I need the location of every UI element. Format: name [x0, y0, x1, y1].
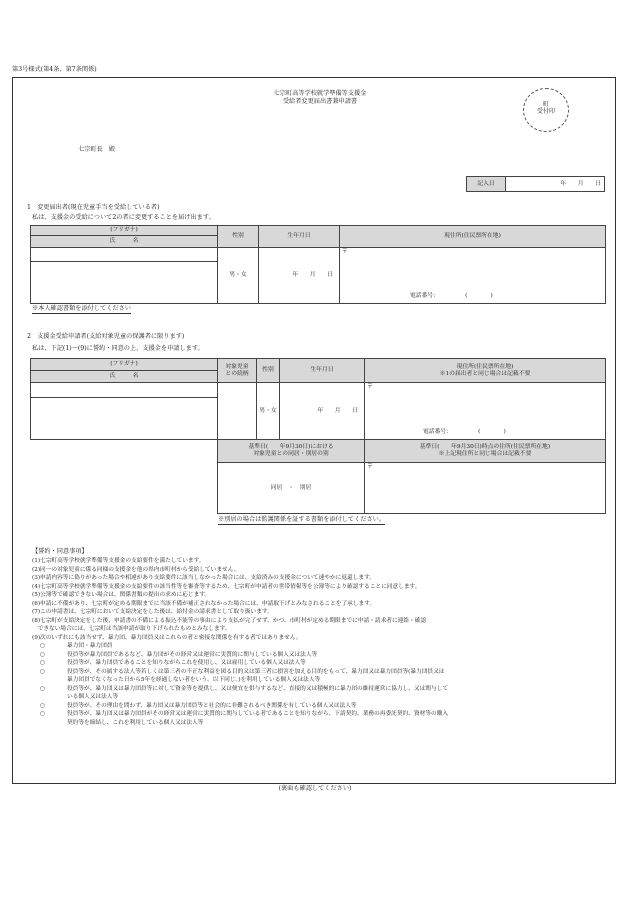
s2-sex-field[interactable]: 男・女 — [257, 383, 280, 440]
s2-dob-field[interactable]: 年 月 日 — [280, 383, 365, 440]
stamp-label-reception: 受付印 — [536, 108, 555, 115]
s2-name-field[interactable] — [31, 397, 218, 439]
s2-base-date-header: 基準日( 年9月30日)における 対象児童との同居・別居の別 — [218, 440, 365, 463]
s1-phone-label: 電話番号： ( ) — [410, 293, 493, 299]
bullet-icon: ○ — [40, 651, 45, 658]
s2-phone-label: 電話番号： ( ) — [423, 429, 506, 436]
form-title — [220, 90, 420, 106]
section1-intro: 私は、支援金の受給について2の者に変更することを届け出ます。 — [32, 214, 215, 221]
section1-heading: 1 変更届出者(現在児童手当を受給している者) — [27, 204, 160, 211]
s1-name-field[interactable] — [31, 262, 218, 304]
section2-note: ※別居の場合は監護関係を証する書類を添付してください。 — [218, 516, 386, 523]
entry-date-field[interactable]: 年 月 日 — [506, 177, 605, 192]
s2-postal-mark: 〒 — [367, 384, 373, 391]
s1-sex-header: 性別 — [218, 226, 259, 248]
form-number: 第3号様式(第4条、第7条関係) — [12, 66, 97, 73]
s2-address-header: 現住所(住民票所在地) ※1の届出者と同じ場合は記載不要 — [365, 359, 606, 383]
s2-address-field[interactable] — [365, 383, 606, 440]
pledge-line: (6)申請に不備があり、七宗町が定める期限までに当該不備が補正されなかった場合には、申請取下げとみなされることを了承します。 — [32, 600, 376, 607]
s1-address-header: 現住所(住民票所在地) — [340, 226, 606, 248]
s2-furigana-header: (フリガナ) — [31, 359, 218, 371]
pledge-line: (5)公簿等で確認できない場合は、関係書類の提出の求めに応じます。 — [32, 592, 211, 598]
addressee: 七宗町長 殿 — [78, 146, 116, 153]
section2-heading: 2 支援金受給申請者(支給対象児童の保護者に限ります) — [27, 333, 185, 340]
s2-furigana-field[interactable] — [31, 383, 218, 398]
s1-postal-mark: 〒 — [342, 249, 348, 255]
pledge-item: いる個人又は法人等 — [67, 694, 119, 700]
s1-address-field[interactable] — [340, 248, 606, 304]
pledge-item: 役員等が、その理由を問わず、暴力団又は暴力団員等と社会的に非難されるべき関係を有している個人又は法人等 — [67, 702, 357, 709]
pledge-line: (9)次のいずれにも該当せず、暴力団、暴力団員又はこれらの者と密接な関係を有する者ではありません。 — [32, 634, 302, 641]
pledge-heading: 【誓約・同意事項】 — [32, 548, 88, 555]
s1-sex-field[interactable]: 男・女 — [218, 248, 259, 304]
section2-intro: 私は、下記(1)～(9)に誓約・同意の上、支援金を申請します。 — [32, 345, 204, 352]
pledge-item: 役員等が、暴力団又は暴力団員等に対して資金等を提供し、又は便宜を供与するなど、直接的又は積極的に暴力団の維持運営に協力し、又は関与して — [67, 685, 449, 692]
s2-relation-header: 対象児童 との続柄 — [218, 359, 257, 383]
section1-table — [30, 225, 606, 304]
bullet-icon: ○ — [40, 685, 45, 692]
pledge-line: できない場合には、七宗町は当該申請が取り下げられたものとみなします。 — [32, 626, 231, 632]
s2-blank-cell — [31, 440, 218, 514]
bullet-icon: ○ — [40, 643, 45, 649]
pledge-item: 契約等を締結し、これを利用している個人又は法人等 — [67, 719, 204, 726]
entry-date-label: 記入日 — [467, 177, 506, 192]
stamp-label-town: 町 — [542, 101, 549, 108]
pledge-item: 暴力団・暴力団員 — [67, 643, 113, 649]
s2-name-header: 氏 名 — [31, 370, 218, 383]
bullet-icon: ○ — [40, 660, 45, 666]
pledge-line: (2)同一の対象児童に係る同様の支援金を他の県内市町村から受給していません。 — [32, 566, 240, 573]
s1-furigana-field[interactable] — [31, 248, 218, 262]
title-line-2: 受給者変更届出書兼申請書 — [282, 98, 358, 105]
s2-relation-field[interactable] — [218, 383, 257, 440]
s2-dob-header: 生年月日 — [280, 359, 365, 383]
pledge-item: 暴力団員でなくなった日から5年を経過しない者をいう。以下同じ。)を利用している個人又は法人等 — [67, 677, 321, 683]
pledge-line: (4)七宗町高等学校就学準備等支援金の支給要件の該当性等を審査等するため、七宗町が申請者の世帯情報等を公簿等により確認することに同意します。 — [32, 583, 421, 590]
pledge-line: (7)この申請書は、七宗町において支給決定をした後は、給付金の請求書として取り扱います。 — [32, 609, 273, 615]
s1-dob-header: 生年月日 — [259, 226, 340, 248]
title-line-1: 七宗町高等学校就学準備等支援金 — [273, 90, 367, 97]
bullet-icon: ○ — [40, 702, 45, 709]
pledge-line: (3)申請内容等に偽りがあった場合や相違があり支給要件に該当しなかった場合には、支給済みの支援金について速やかに返還します。 — [32, 575, 375, 581]
pledge-item: 役員等が、その属する法人等若しくは第三者の不正な利益を図る目的又は第三者に損害を加える目的をもって、暴力団又は暴力団員等(暴力団員又は — [67, 668, 445, 675]
pledge-item: 役員等が暴力団員であるなど、暴力団がその経営又は運営に実質的に関与している個人又は法人等 — [67, 651, 318, 658]
entry-date-table — [466, 176, 605, 192]
s2-cohabitation-field[interactable]: 同居 ・ 別居 — [218, 463, 365, 514]
pledge-line: (1)七宗町高等学校就学準備等支援金の支給要件を満たしています。 — [32, 558, 205, 564]
s2-base-address-field[interactable]: 〒 — [365, 463, 606, 514]
s2-base-address-header: 基準日( 年9月30日)時点の住所(住民票所在地) ※上記現住所と同じ場合は記載不要 — [365, 440, 606, 463]
s1-name-header: 氏 名 — [31, 236, 218, 248]
bullet-icon: ○ — [40, 711, 45, 717]
s2-sex-header: 性別 — [257, 359, 280, 383]
section2-table — [30, 358, 606, 514]
s1-furigana-header: (フリガナ) — [31, 226, 218, 236]
pledge-item: 役員等が、暴力団員であることを知りながらこれを使用し、又は雇用している個人又は法人等 — [67, 660, 306, 666]
section1-note: ※本人確認書類を添付してください — [32, 305, 131, 312]
pledge-line: (8)七宗町が支給決定をした後、申請書の不備による振込不能等の事由により支払が完了せず、かつ、市町村が定める期限までに申請・請求者に連絡・確認 — [32, 617, 427, 624]
reception-stamp-area — [523, 88, 569, 132]
bullet-icon: ○ — [40, 668, 45, 675]
pledge-item: 役員等が、暴力団又は暴力団員がその経営又は運営に実質的に関与している者であることを知りながら、下請契約、業務の再委託契約、資材等の購入 — [67, 711, 449, 717]
s1-dob-field[interactable]: 年 月 日 — [259, 248, 340, 304]
footer-note: (裏面も確認してください) — [278, 785, 352, 792]
